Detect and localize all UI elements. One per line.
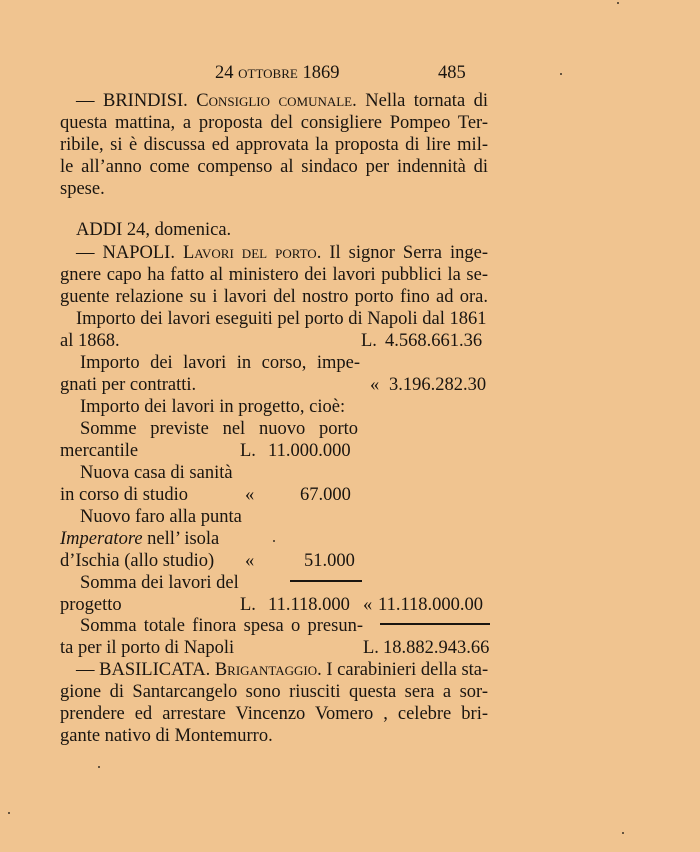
row-8-label-a: Somma totale finora spesa o presun-	[80, 616, 363, 636]
row-6-label-a: Nuovo faro alla punta	[80, 507, 242, 527]
row-2-label-a: Importo dei lavori in corso, impe-	[80, 353, 360, 373]
paper-speck	[617, 2, 619, 4]
row-1-amount: 4.568.661.36	[385, 331, 483, 351]
napoli-line-3: guente relazione su i lavori del nostro porto fino ad ora.	[60, 287, 488, 307]
row-1-label-b: al 1868.	[60, 331, 120, 351]
row-7-amount-2: 11.118.000.00	[378, 595, 484, 615]
row-7-label-b: progetto	[60, 595, 122, 615]
paper-speck	[560, 73, 562, 75]
brindisi-line-2: questa mattina, a proposta del consigliere Pompeo Ter-	[60, 113, 488, 133]
row-2-amount: 3.196.282.30	[389, 375, 487, 395]
paper-speck	[98, 766, 100, 768]
page-number: 485	[438, 63, 466, 83]
row-4-currency: L.	[240, 441, 256, 461]
brindisi-line-3: ribile, si è discussa ed approvata la proposta di lire mil-	[60, 135, 488, 155]
row-6-currency: «	[245, 551, 255, 571]
basilicata-line-3: prendere ed arrestare Vincenzo Vomero , celebre bri-	[60, 704, 488, 724]
addi-heading: ADDI 24, domenica.	[76, 220, 232, 240]
basilicata-line-1: — BASILICATA. Brigantaggio. I carabinieri della sta-	[76, 660, 489, 680]
paper-speck	[622, 832, 624, 834]
subtotal-rule	[290, 580, 362, 582]
row-2-label-b: gnati per contratti.	[60, 375, 197, 395]
header-date: 24 ottobre 1869	[215, 63, 340, 83]
row-4-amount: 11.000.000	[268, 441, 351, 461]
total-rule	[380, 623, 490, 625]
row-1-currency: L.	[361, 331, 377, 351]
basilicata-line-2: gione di Santarcangelo sono riusciti questa sera a sor-	[60, 682, 488, 702]
row-4-label-b: mercantile	[60, 441, 139, 461]
row-5-currency: «	[245, 485, 255, 505]
row-4-label-a: Somme previste nel nuovo porto	[80, 419, 358, 439]
row-5-label-a: Nuova casa di sanità	[80, 463, 233, 483]
row-1-label-a: Importo dei lavori eseguiti pel porto di Napoli dal 1861	[76, 309, 487, 329]
row-7-currency: L.	[240, 595, 256, 615]
row-5-amount: 67.000	[300, 485, 351, 505]
row-8-amount: 18.882.943.66	[383, 638, 490, 658]
brindisi-line-1: — BRINDISI. Consiglio comunale. Nella tornata di	[76, 91, 489, 111]
row-8-label-b: ta per il porto di Napoli	[60, 638, 235, 658]
napoli-line-1: — NAPOLI. Lavori del porto. Il signor Serra inge-	[76, 243, 488, 263]
row-8-currency: L.	[363, 638, 379, 658]
row-3-label: Importo dei lavori in progetto, cioè:	[80, 397, 346, 417]
napoli-line-2: gnere capo ha fatto al ministero dei lavori pubblici la se-	[60, 265, 488, 285]
row-7-label-a: Somma dei lavori del	[80, 573, 239, 593]
row-6-amount: 51.000	[304, 551, 355, 571]
basilicata-line-4: gante nativo di Montemurro.	[60, 726, 273, 746]
brindisi-line-4: le all’anno come compenso al sindaco per indennità di	[60, 157, 488, 177]
row-7-amount: 11.118.000	[268, 595, 350, 615]
row-6-label-b: Imperatore nell’ isola	[60, 529, 220, 549]
row-2-currency: «	[370, 375, 380, 395]
paper-speck	[8, 812, 10, 814]
row-5-label-b: in corso di studio	[60, 485, 188, 505]
brindisi-line-5: spese.	[60, 179, 105, 199]
row-6-label-c: d’Ischia (allo studio)	[60, 551, 215, 571]
paper-speck	[273, 540, 275, 542]
row-7-currency-2: «	[363, 595, 373, 615]
